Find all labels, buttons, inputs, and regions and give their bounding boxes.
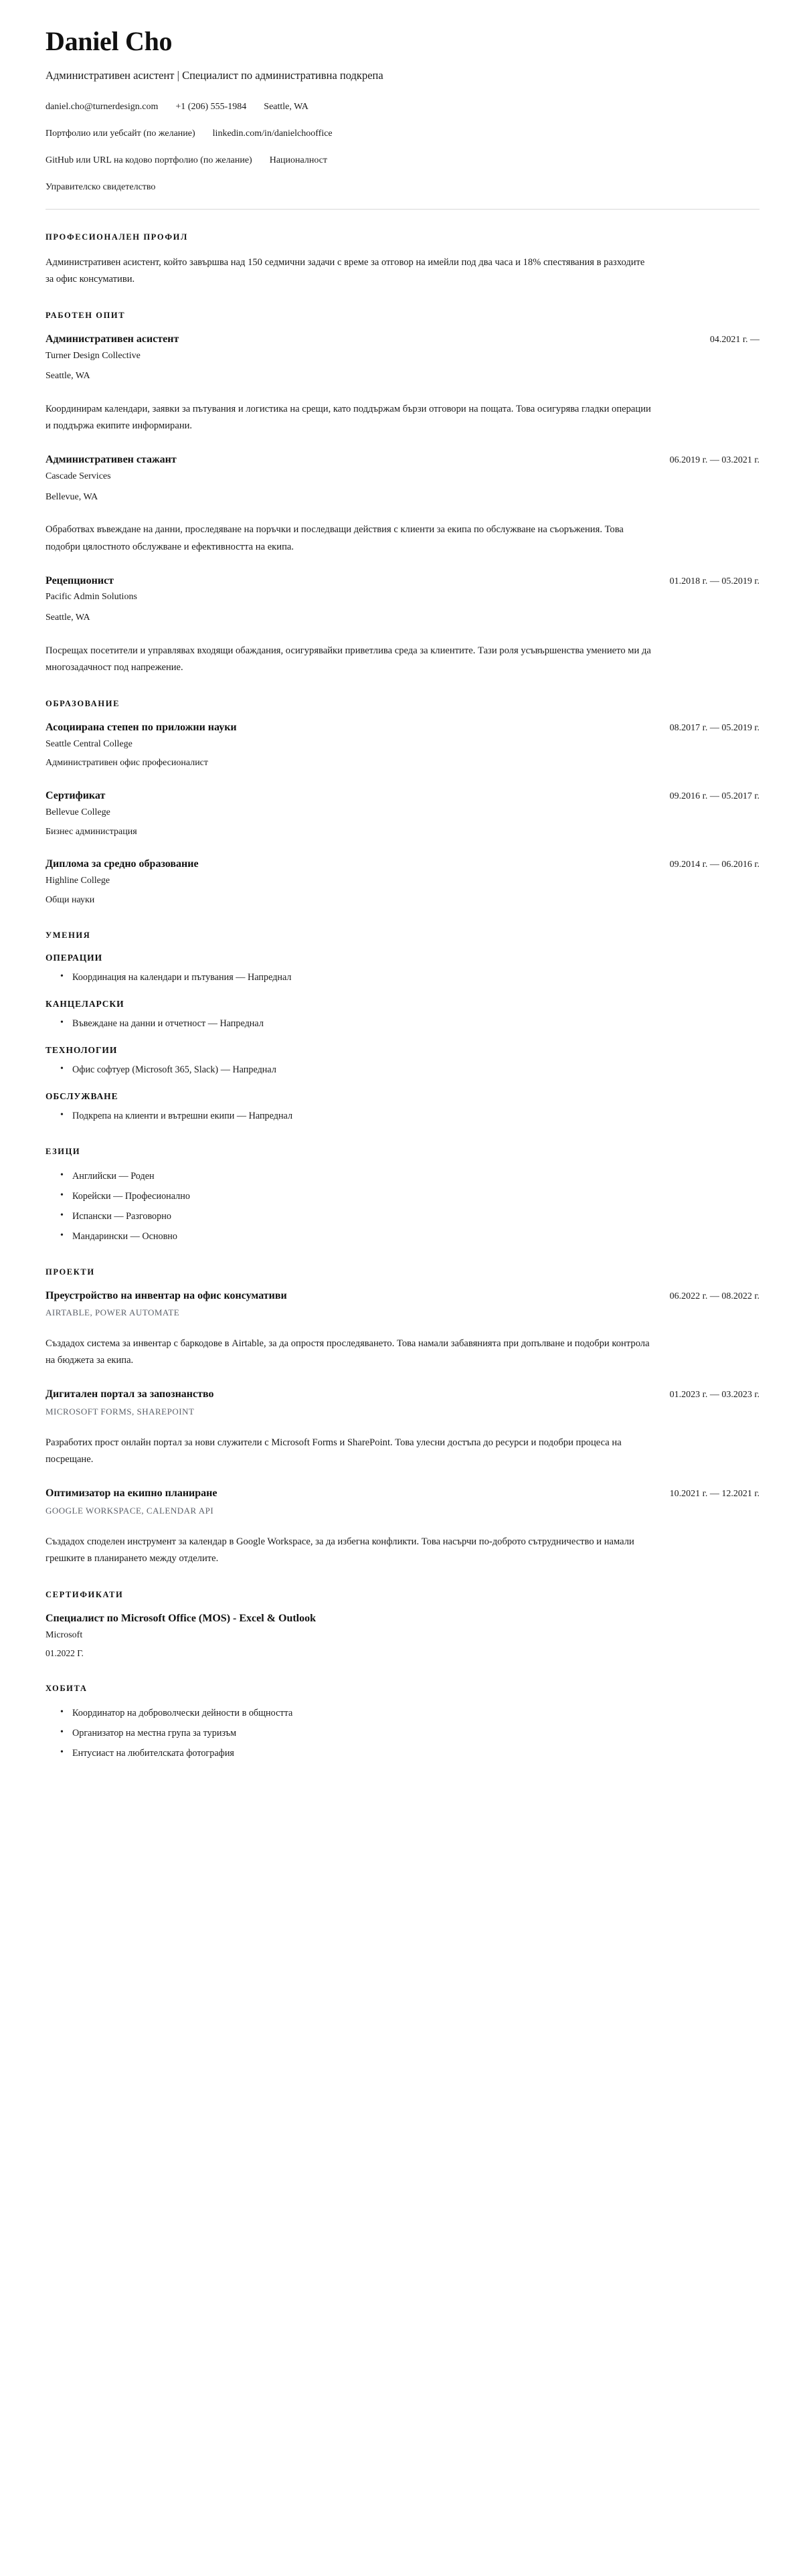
experience-description: Координирам календари, заявки за пътувания и логистика на срещи, като поддържам бързи отговори на пощата. Това осигурява гладки операции и поддържа екипите информирани. bbox=[46, 404, 651, 432]
project-stack: MICROSOFT FORMS, SHAREPOINT bbox=[46, 1406, 195, 1417]
education-entry bbox=[46, 858, 760, 907]
education-date: 08.2017 г. — 05.2019 г. bbox=[669, 722, 760, 733]
section-title-experience: РАБОТЕН ОПИТ bbox=[46, 310, 126, 320]
linkedin-text: linkedin.com/in/danielchooffice bbox=[212, 128, 333, 139]
project-stack: GOOGLE WORKSPACE, CALENDAR API bbox=[46, 1506, 214, 1516]
experience-role: Административен стажант bbox=[46, 454, 177, 466]
experience-date: 06.2019 г. — 03.2021 г. bbox=[669, 455, 760, 466]
language-item: • Корейски — Професионално bbox=[60, 1189, 760, 1204]
education-degree: Сертификат bbox=[46, 790, 106, 802]
skill-list bbox=[46, 1109, 760, 1124]
project-date: 06.2022 г. — 08.2022 г. bbox=[669, 1291, 760, 1301]
section-profile bbox=[46, 232, 760, 288]
certificate-entry bbox=[46, 1612, 760, 1660]
phone-text: +1 (206) 555-1984 bbox=[175, 101, 247, 112]
skill-category: ОПЕРАЦИИ bbox=[46, 952, 102, 963]
education-date: 09.2016 г. — 05.2017 г. bbox=[669, 791, 760, 802]
experience-role: Рецепционист bbox=[46, 574, 114, 586]
section-title-education: ОБРАЗОВАНИЕ bbox=[46, 698, 120, 708]
project-entry bbox=[46, 1487, 760, 1567]
certificate-date: 01.2022 Г. bbox=[46, 1647, 84, 1658]
skill-group bbox=[46, 1045, 760, 1078]
section-certificates bbox=[46, 1590, 760, 1660]
skill-item: • Въвеждане на данни и отчетност — Напреднал bbox=[60, 1016, 760, 1032]
section-hobbies bbox=[46, 1684, 760, 1761]
experience-company: Turner Design Collective bbox=[46, 350, 141, 361]
experience-company: Cascade Services bbox=[46, 471, 111, 482]
education-entry-head bbox=[46, 789, 760, 803]
experience-description: Обработвах въвеждане на данни, проследяване на поръчки и последващи действия с клиенти за екипа по обслужване на съоръжения. Това подобри цялостното обслужване и ефективността на екипа. bbox=[46, 524, 624, 552]
header-divider bbox=[46, 209, 760, 210]
email-text: daniel.cho@turnerdesign.com bbox=[46, 101, 159, 112]
experience-entry bbox=[46, 574, 760, 676]
project-name: Преустройство на инвентар на офис консумативи bbox=[46, 1289, 287, 1301]
section-title-projects: ПРОЕКТИ bbox=[46, 1267, 95, 1277]
contact-line-2 bbox=[46, 127, 760, 141]
experience-location: Seattle, WA bbox=[46, 613, 90, 623]
skill-category: ОБСЛУЖВАНЕ bbox=[46, 1091, 118, 1101]
experience-entry bbox=[46, 453, 760, 555]
section-title-certificates: СЕРТИФИКАТИ bbox=[46, 1590, 124, 1600]
portfolio-label: Портфолио или уебсайт (по желание) bbox=[46, 128, 195, 139]
project-name: Оптимизатор на екипно планиране bbox=[46, 1487, 217, 1500]
location-text: Seattle, WA bbox=[264, 101, 308, 112]
certificate-issuer: Microsoft bbox=[46, 1630, 83, 1641]
project-entry-head bbox=[46, 1289, 760, 1303]
skill-group bbox=[46, 999, 760, 1032]
driving-license-label: Управителско свидетелство bbox=[46, 181, 156, 192]
experience-location: Seattle, WA bbox=[46, 371, 90, 382]
hobby-item: • Организатор на местна група за туризъм bbox=[60, 1726, 760, 1741]
skill-list bbox=[46, 1062, 760, 1078]
experience-date: 04.2021 г. — bbox=[709, 334, 760, 345]
project-stack: AIRTABLE, POWER AUTOMATE bbox=[46, 1307, 180, 1318]
project-description: Създадох система за инвентар с баркодове в Airtable, за да опростя проследяването. Това намали забавянията при допълване и подобри контрола на бюджета за екипа. bbox=[46, 1338, 650, 1366]
experience-entry bbox=[46, 333, 760, 434]
experience-entry-head bbox=[46, 574, 760, 588]
hobby-item: • Ентусиаст на любителската фотография bbox=[60, 1746, 760, 1761]
education-school: Highline College bbox=[46, 876, 110, 886]
section-title-profile: ПРОФЕСИОНАЛЕН ПРОФИЛ bbox=[46, 232, 188, 242]
github-label: GitHub или URL на кодово портфолио (по желание) bbox=[46, 155, 252, 165]
experience-date: 01.2018 г. — 05.2019 г. bbox=[669, 576, 760, 586]
project-description: Създадох споделен инструмент за календар в Google Workspace, за да избегна конфликти. Това насърчи по-доброто сътрудничество и намали грешките в планирането между отделите. bbox=[46, 1536, 634, 1564]
project-description: Разработих прост онлайн портал за нови служители с Microsoft Forms и SharePoint. Това улесни достъпа до ресурси и подобри процеса на посрещане. bbox=[46, 1437, 622, 1465]
section-title-hobbies: ХОБИТА bbox=[46, 1683, 88, 1693]
education-date: 09.2014 г. — 06.2016 г. bbox=[669, 860, 760, 870]
skill-group bbox=[46, 1091, 760, 1124]
candidate-headline: Административен асистент | Специалист по административна подкрепа bbox=[46, 68, 383, 82]
project-entry bbox=[46, 1388, 760, 1468]
experience-location: Bellevue, WA bbox=[46, 491, 98, 502]
education-entry bbox=[46, 789, 760, 839]
project-date: 10.2021 г. — 12.2021 г. bbox=[669, 1489, 760, 1500]
education-entry-head bbox=[46, 721, 760, 735]
education-school: Bellevue College bbox=[46, 807, 110, 817]
contact-line-4 bbox=[46, 180, 760, 194]
hobby-list bbox=[46, 1706, 760, 1761]
language-item: • Испански — Разговорно bbox=[60, 1209, 760, 1224]
candidate-name: Daniel Cho bbox=[46, 26, 173, 56]
skill-list bbox=[46, 1016, 760, 1032]
section-education bbox=[46, 699, 760, 908]
skill-list bbox=[46, 970, 760, 985]
education-degree: Асоциирана степен по приложни науки bbox=[46, 721, 237, 733]
language-item: • Мандарински — Основно bbox=[60, 1229, 760, 1244]
skill-category: КАНЦЕЛАРСКИ bbox=[46, 998, 124, 1009]
resume-header bbox=[46, 27, 760, 210]
hobby-item: • Координатор на доброволчески дейности в общността bbox=[60, 1706, 760, 1721]
nationality-label: Националност bbox=[269, 155, 327, 165]
section-experience bbox=[46, 311, 760, 676]
education-field: Общи науки bbox=[46, 894, 95, 905]
education-field: Бизнес администрация bbox=[46, 826, 137, 837]
experience-company: Pacific Admin Solutions bbox=[46, 592, 137, 602]
contact-line-3 bbox=[46, 153, 760, 167]
project-entry-head bbox=[46, 1487, 760, 1501]
experience-role: Административен асистент bbox=[46, 333, 179, 345]
education-field: Административен офис професионалист bbox=[46, 758, 209, 769]
project-date: 01.2023 г. — 03.2023 г. bbox=[669, 1390, 760, 1400]
section-title-skills: УМЕНИЯ bbox=[46, 930, 91, 940]
education-degree: Диплома за средно образование bbox=[46, 858, 199, 870]
education-entry-head bbox=[46, 858, 760, 872]
certificate-name: Специалист по Microsoft Office (MOS) - Excel & Outlook bbox=[46, 1613, 317, 1625]
experience-entry-head bbox=[46, 453, 760, 467]
section-projects bbox=[46, 1267, 760, 1568]
skill-group bbox=[46, 953, 760, 985]
project-entry-head bbox=[46, 1388, 760, 1402]
section-skills bbox=[46, 931, 760, 1124]
contact-line-1 bbox=[46, 100, 760, 114]
skill-category: ТЕХНОЛОГИИ bbox=[46, 1044, 118, 1055]
language-list bbox=[46, 1169, 760, 1244]
experience-description: Посрещах посетители и управлявах входящи обаждания, осигурявайки приветлива среда за клиентите. Тази роля усъвършенства умението ми да многозадачност под напрежение. bbox=[46, 645, 651, 673]
section-title-languages: ЕЗИЦИ bbox=[46, 1146, 81, 1156]
profile-summary: Административен асистент, който завършва над 150 седмични задачи с време за отговор на имейли под два часа и 18% спестявания в разходите за офис консумативи. bbox=[46, 256, 645, 285]
skill-item: • Подкрепа на клиенти и вътрешни екипи — Напреднал bbox=[60, 1109, 760, 1124]
education-entry bbox=[46, 721, 760, 771]
section-languages bbox=[46, 1147, 760, 1244]
language-item: • Английски — Роден bbox=[60, 1169, 760, 1184]
experience-entry-head bbox=[46, 333, 760, 347]
skill-item: • Офис софтуер (Microsoft 365, Slack) — Напреднал bbox=[60, 1062, 760, 1078]
education-school: Seattle Central College bbox=[46, 738, 132, 749]
project-entry bbox=[46, 1289, 760, 1370]
project-name: Дигитален портал за запознанство bbox=[46, 1388, 214, 1400]
skill-item: • Координация на календари и пътувания — Напреднал bbox=[60, 970, 760, 985]
